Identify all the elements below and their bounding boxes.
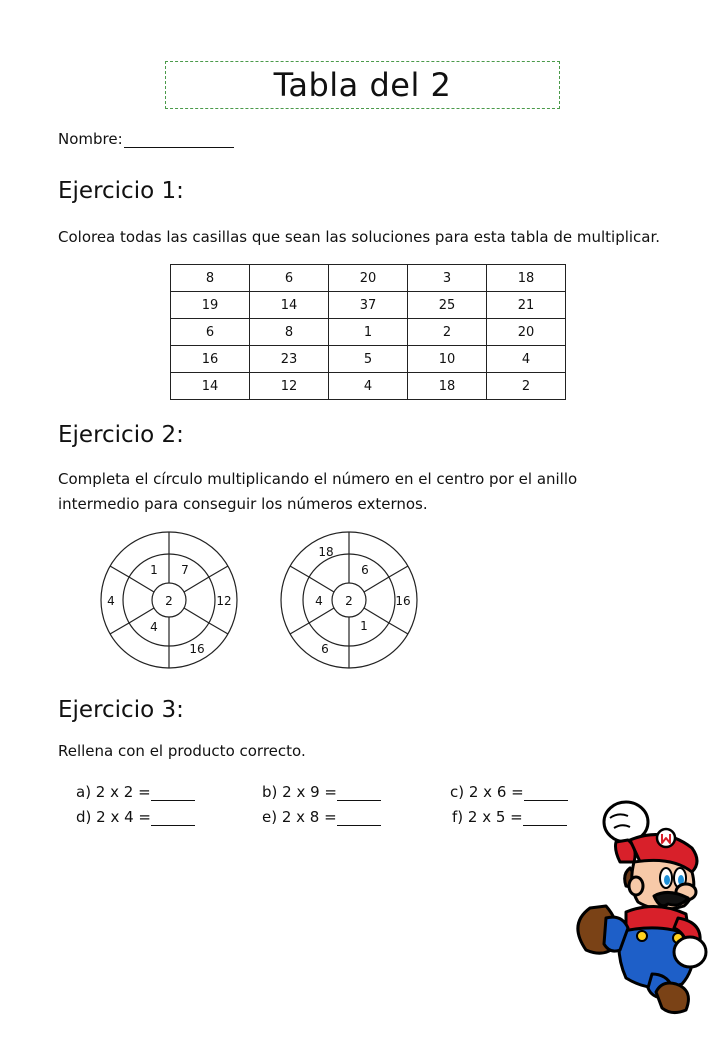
- circle2-center: 2: [345, 594, 353, 608]
- grid-cell[interactable]: 20: [329, 265, 408, 292]
- answer-blank[interactable]: [151, 811, 195, 826]
- item-label: d) 2 x 4 =: [76, 808, 151, 826]
- answer-blank[interactable]: [524, 786, 568, 801]
- circle1-inner-top-left: 1: [150, 563, 158, 577]
- grid-cell[interactable]: 16: [171, 346, 250, 373]
- item-label: c) 2 x 6 =: [450, 783, 524, 801]
- grid-cell[interactable]: 1: [329, 319, 408, 346]
- grid-cell[interactable]: 18: [487, 265, 566, 292]
- answer-blank[interactable]: [151, 786, 195, 801]
- grid-cell[interactable]: 6: [171, 319, 250, 346]
- exercise2-heading: Ejercicio 2:: [58, 422, 184, 448]
- grid-cell[interactable]: 2: [487, 373, 566, 400]
- answer-blank[interactable]: [337, 786, 381, 801]
- answer-blank[interactable]: [337, 811, 381, 826]
- grid-cell[interactable]: 10: [408, 346, 487, 373]
- circle1-outer-right: 12: [216, 594, 232, 608]
- exercise3-item-a: [76, 783, 195, 801]
- exercise3-item-d: [76, 808, 195, 826]
- name-field: [58, 130, 234, 148]
- item-label: a) 2 x 2 =: [76, 783, 151, 801]
- grid-cell[interactable]: 3: [408, 265, 487, 292]
- grid-cell[interactable]: 37: [329, 292, 408, 319]
- mario-illustration: [568, 796, 712, 1016]
- exercise2-instruction-line2: intermedio para conseguir los números externos.: [58, 495, 428, 513]
- grid-cell[interactable]: 8: [250, 319, 329, 346]
- item-label: b) 2 x 9 =: [262, 783, 337, 801]
- title-box: [165, 61, 560, 109]
- exercise3-heading: Ejercicio 3:: [58, 697, 184, 723]
- exercise2-instruction-line1: Completa el círculo multiplicando el número en el centro por el anillo: [58, 470, 578, 488]
- exercise3-item-c: [450, 783, 568, 801]
- circle1-outer-bottom-right: 16: [189, 642, 205, 656]
- grid-row: [171, 292, 566, 319]
- page-title: Tabla del 2: [273, 66, 452, 104]
- name-blank-line[interactable]: [124, 133, 234, 148]
- exercise1-instruction: Colorea todas las casillas que sean las soluciones para esta tabla de multiplicar.: [58, 228, 661, 246]
- exercise3-item-b: [262, 783, 381, 801]
- grid-cell[interactable]: 12: [250, 373, 329, 400]
- multiplication-circle-2: [280, 530, 420, 670]
- grid-cell[interactable]: 8: [171, 265, 250, 292]
- item-label: f) 2 x 5 =: [452, 808, 523, 826]
- grid-cell[interactable]: 4: [487, 346, 566, 373]
- circle2-inner-bottom-right: 1: [360, 619, 368, 633]
- grid-cell[interactable]: 14: [250, 292, 329, 319]
- circle1-center: 2: [165, 594, 173, 608]
- grid-row: [171, 373, 566, 400]
- exercise3-item-e: [262, 808, 381, 826]
- multiplication-circle-1: [100, 530, 240, 670]
- grid-cell[interactable]: 25: [408, 292, 487, 319]
- grid-cell[interactable]: 14: [171, 373, 250, 400]
- grid-row: [171, 265, 566, 292]
- circle2-outer-bottom-left: 6: [321, 642, 329, 656]
- grid-cell[interactable]: 18: [408, 373, 487, 400]
- grid-cell[interactable]: 2: [408, 319, 487, 346]
- circle2-outer-right: 16: [395, 594, 411, 608]
- circle1-inner-bottom: 4: [150, 620, 158, 634]
- answer-blank[interactable]: [523, 811, 567, 826]
- grid-cell[interactable]: 21: [487, 292, 566, 319]
- exercise3-item-f: [452, 808, 567, 826]
- circle2-inner-top-right: 6: [361, 563, 369, 577]
- circle1-outer-left: 4: [107, 594, 115, 608]
- grid-cell[interactable]: 19: [171, 292, 250, 319]
- circle2-inner-left: 4: [315, 594, 323, 608]
- name-label: Nombre:: [58, 130, 123, 148]
- exercise1-grid: [170, 264, 566, 400]
- grid-cell[interactable]: 20: [487, 319, 566, 346]
- grid-row: [171, 346, 566, 373]
- circle1-inner-top-right: 7: [181, 563, 189, 577]
- grid-cell[interactable]: 5: [329, 346, 408, 373]
- circle2-outer-top-left: 18: [318, 545, 334, 559]
- grid-cell[interactable]: 6: [250, 265, 329, 292]
- exercise1-heading: Ejercicio 1:: [58, 178, 184, 204]
- grid-cell[interactable]: 23: [250, 346, 329, 373]
- grid-row: [171, 319, 566, 346]
- item-label: e) 2 x 8 =: [262, 808, 337, 826]
- exercise3-instruction: Rellena con el producto correcto.: [58, 742, 306, 760]
- grid-cell[interactable]: 4: [329, 373, 408, 400]
